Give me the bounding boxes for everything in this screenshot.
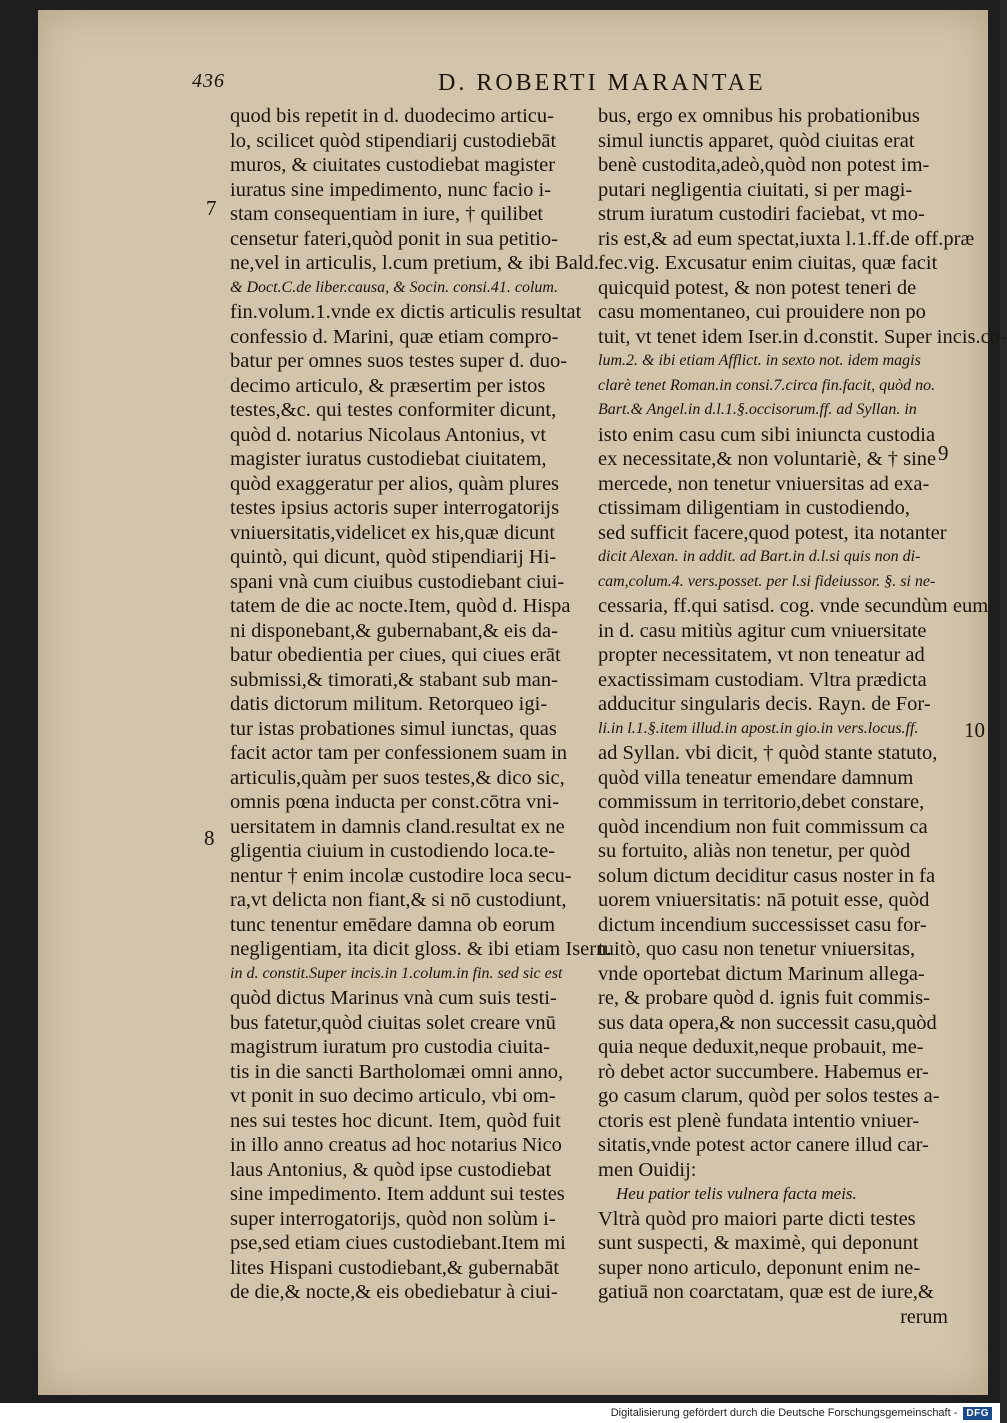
text-line: ne,vel in articulis, l.cum pretium, & ibi Bald. — [230, 252, 599, 274]
text-line: clarè tenet Roman.in consi.7.circa fin.facit, quòd no. — [598, 376, 936, 394]
text-line: de die,& nocte,& eis obediebatur à ciui- — [230, 1281, 558, 1303]
text-line: ctoris est plenè fundata intentio vniuer- — [598, 1109, 920, 1132]
text-line: censetur fateri,quòd ponit in sua petitio- — [230, 227, 558, 250]
text-line: uorem vniuersitatis: nā potuit esse, quòd — [598, 889, 930, 911]
text-line: in d. constit.Super incis.in 1.colum.in fin. sed sic est — [230, 964, 563, 982]
text-line: tunc tenentur emēdare damna ob eorum — [230, 913, 556, 936]
text-line: nentur † enim incolæ custodire loca secu- — [230, 864, 572, 887]
text-line: rò debet actor succumbere. Habemus er- — [598, 1060, 929, 1083]
text-line: muros, & ciuitates custodiebat magister — [230, 154, 556, 176]
text-line: confessio d. Marini, quæ etiam compro- — [230, 325, 559, 348]
text-line: testes ipsius actoris super interrogatorijs — [230, 497, 560, 519]
text-line: Bart.& Angel.in d.l.1.§.occisorum.ff. ad Syllan. in — [598, 401, 917, 418]
text-line: fec.vig. Excusatur enim ciuitas, quæ facit — [598, 252, 938, 274]
text-line: nes sui testes hoc dicunt. Item, quòd fuit — [230, 1109, 561, 1132]
text-line: Heu patior telis vulnera facta meis. — [616, 1184, 857, 1203]
text-line: magistrum iuratum pro custodia ciuita- — [230, 1036, 550, 1058]
text-line: putari negligentia ciuitati, si per magi- — [598, 178, 913, 201]
text-line: quicquid potest, & non potest teneri de — [598, 276, 917, 299]
text-line: spani vnà cum ciuibus custodiebant ciui- — [230, 570, 565, 593]
text-line: ex necessitate,& non voluntariè, & † sine — [598, 448, 937, 470]
text-line: omnis pœna inducta per const.cōtra vni- — [230, 791, 560, 813]
text-line: men Ouidij: — [598, 1158, 697, 1181]
text-line: lites Hispani custodiebant,& gubernabāt — [230, 1256, 560, 1279]
margin-number-9: 9 — [938, 441, 949, 465]
margin-number-8: 8 — [204, 826, 215, 850]
text-line: propter necessitatem, vt non teneatur ad — [598, 644, 925, 666]
text-line: go casum clarum, quòd per solos testes a- — [598, 1085, 940, 1107]
text-line: & Doct.C.de liber.causa, & Socin. consi.41. colum. — [230, 278, 558, 296]
text-line: tuitò, quo casu non tenetur vniuersitas, — [598, 938, 916, 960]
text-line: ctissimam diligentiam in custodiendo, — [598, 497, 911, 519]
text-line: vnde oportebat dictum Marinum allega- — [598, 962, 925, 985]
text-line: quòd d. notarius Nicolaus Antonius, vt — [230, 423, 547, 446]
text-line: quintò, qui dicunt, quòd stipendiarij Hi- — [230, 546, 557, 568]
running-head: D. ROBERTI MARANTAE — [438, 70, 766, 96]
text-line: vniuersitatis,videlicet ex his,quæ dicunt — [230, 521, 556, 544]
text-line: benè custodita,adeò,quòd non potest im- — [598, 154, 930, 176]
text-line: quia neque deduxit,neque probauit, me- — [598, 1036, 924, 1058]
text-line: ad Syllan. vbi dicit, † quòd stante statuto, — [598, 742, 938, 764]
text-line: quòd incendium non fuit commissum ca — [598, 815, 928, 838]
text-line: isto enim casu cum sibi iniuncta custodia — [598, 423, 936, 446]
text-line: super nono articulo, deponunt enim ne- — [598, 1256, 921, 1279]
text-line: in illo anno creatus ad hoc notarius Nico — [230, 1134, 562, 1156]
text-line: tur istas probationes simul iunctas, quas — [230, 717, 557, 740]
text-line: gligentia ciuium in custodiendo loca.te- — [230, 840, 556, 862]
text-line: sed sufficit facere,quod potest, ita notanter — [598, 521, 947, 544]
dfg-logo-icon: DFG — [963, 1407, 992, 1420]
text-line: gatiuā non coarctatam, quæ est de iure,& — [598, 1281, 934, 1303]
text-line: super interrogatorijs, quòd non solùm i- — [230, 1207, 556, 1230]
text-line: cam,colum.4. vers.posset. per l.si fideiussor. §. si ne- — [598, 572, 936, 590]
text-line: re, & probare quòd d. ignis fuit commis- — [598, 987, 930, 1009]
viewer-footer — [0, 1403, 1000, 1423]
text-line: quòd dictus Marinus vnà cum suis testi- — [230, 987, 557, 1009]
text-line: mercede, non tenetur vniuersitas ad exa- — [598, 472, 930, 495]
text-line: stam consequentiam in iure, † quilibet — [230, 203, 544, 225]
text-line: negligentiam, ita dicit gloss. & ibi etiam Isern. — [230, 938, 612, 960]
text-line: sus data opera,& non successit casu,quòd — [598, 1011, 937, 1034]
text-line: quòd exaggeratur per alios, quàm plures — [230, 472, 560, 495]
text-line: tis in die sancti Bartholomæi omni anno, — [230, 1060, 564, 1083]
text-line: cessaria, ff.qui satisd. cog. vnde secundùm eum — [598, 595, 989, 617]
text-line: casu momentaneo, cui prouidere non po — [598, 301, 926, 323]
text-line: uersitatem in damnis cland.resultat ex ne — [230, 815, 565, 838]
text-line: tuit, vt tenet idem Iser.in d.constit. Super incis.co- — [598, 325, 1007, 348]
text-line: strum iuratum custodiri faciebat, vt mo- — [598, 203, 925, 225]
text-line: solum dictum deciditur casus noster in fa — [598, 864, 936, 887]
text-line: ni disponebant,& gubernabant,& eis da- — [230, 619, 558, 642]
text-line: articulis,quàm per suos testes,& dico sic, — [230, 766, 565, 789]
text-column-left — [230, 104, 612, 1305]
text-line: fin.volum.1.vnde ex dictis articulis resultat — [230, 301, 582, 323]
margin-number-10: 10 — [964, 718, 985, 742]
text-line: lo, scilicet quòd stipendiarij custodiebāt — [230, 129, 557, 152]
text-line: pse,sed etiam ciues custodiebant.Item mi — [230, 1232, 566, 1254]
text-line: in d. casu mitiùs agitur cum vniuersitate — [598, 619, 927, 642]
text-line: commissum in territorio,debet constare, — [598, 791, 925, 813]
text-line: iuratus sine impedimento, nunc facio i- — [230, 178, 552, 201]
text-line: facit actor tam per confessionem suam in — [230, 742, 567, 764]
text-line: ra,vt delicta non fiant,& si nō custodiunt, — [230, 889, 567, 911]
text-line: testes,&c. qui testes conformiter dicunt, — [230, 399, 557, 421]
margin-number-7: 7 — [206, 196, 217, 220]
text-line: datis dictorum militum. Retorqueo igi- — [230, 693, 548, 715]
catchword: rerum — [900, 1305, 948, 1328]
text-line: quod bis repetit in d. duodecimo articu- — [230, 105, 554, 127]
text-line: sunt suspecti, & maximè, qui deponunt — [598, 1232, 919, 1254]
text-line: tatem de die ac nocte.Item, quòd d. Hispa — [230, 595, 571, 617]
page-number: 436 — [192, 70, 225, 92]
text-line: bus, ergo ex omnibus his probationibus — [598, 105, 920, 127]
text-line: batur obedientia per ciues, qui ciues erāt — [230, 644, 561, 666]
text-line: ris est,& ad eum spectat,iuxta l.1.ff.de off.præ — [598, 227, 975, 250]
text-line: laus Antonius, & quòd ipse custodiebat — [230, 1158, 552, 1181]
text-line: Vltrà quòd pro maiori parte dicti testes — [598, 1207, 916, 1230]
funding-note: Digitalisierung gefördert durch die Deutsche Forschungsgemeinschaft - — [610, 1407, 958, 1419]
text-line: dicit Alexan. in addit. ad Bart.in d.l.si quis non di- — [598, 548, 921, 565]
text-line: sitatis,vnde potest actor canere illud car- — [598, 1134, 929, 1156]
text-line: vt ponit in suo decimo articulo, vbi om- — [230, 1085, 556, 1107]
text-line: li.in l.1.§.item illud.in apost.in gio.in vers.locus.ff. — [598, 719, 919, 737]
text-line: decimo articulo, & præsertim per istos — [230, 374, 546, 397]
text-line: su fortuito, aliàs non tenetur, per quòd — [598, 840, 911, 862]
text-line: submissi,& timorati,& stabant sub man- — [230, 668, 558, 691]
text-line: bus fatetur,quòd ciuitas solet creare vnū — [230, 1011, 556, 1034]
text-line: adducitur singularis decis. Rayn. de For- — [598, 693, 931, 715]
text-line: dictum incendium successisset casu for- — [598, 913, 927, 936]
text-line: lum.2. & ibi etiam Afflict. in sexto not. idem magis — [598, 352, 921, 369]
text-line: magister iuratus custodiebat ciuitatem, — [230, 448, 547, 470]
book-page — [38, 10, 1007, 1395]
text-line: exactissimam custodiam. Vltra prædicta — [598, 668, 927, 691]
text-line: sine impedimento. Item addunt sui testes — [230, 1183, 565, 1205]
text-line: simul iunctis apparet, quòd ciuitas erat — [598, 129, 915, 152]
text-line: batur per omnes suos testes super d. duo- — [230, 350, 568, 372]
text-line: quòd villa teneatur emendare damnum — [598, 766, 914, 789]
